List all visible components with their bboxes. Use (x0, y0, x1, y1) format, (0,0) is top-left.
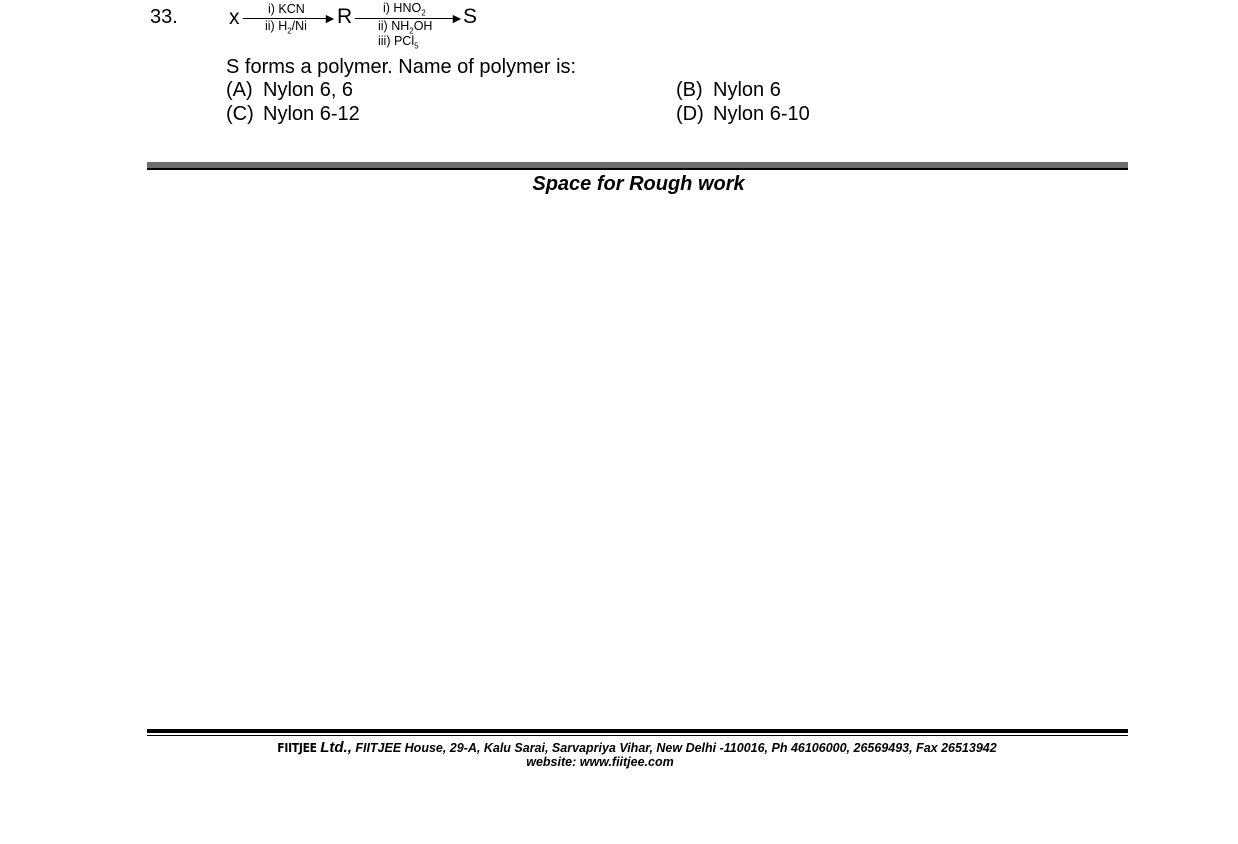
option-label: (D) (676, 103, 704, 125)
option-a[interactable] (226, 79, 353, 102)
step2-condition-3: iii) PCl$_5$ (378, 34, 419, 51)
question-number: 33. (150, 6, 178, 28)
footer-ltd: Ltd., (320, 739, 352, 756)
arrow-head-2: ► (450, 10, 464, 26)
intermediate-r: R (337, 5, 353, 28)
footer-address: FIITJEE House, 29-A, Kalu Sarai, Sarvapriya Vihar, New Delhi -110016, Ph 46106000, 26569493, Fax 26513942 (355, 741, 997, 755)
question-stem: S forms a polymer. Name of polymer is: (226, 56, 577, 78)
option-label: (B) (676, 79, 703, 101)
arrow-head-1: ► (323, 10, 337, 26)
option-b[interactable] (676, 79, 781, 102)
product-s: S (463, 5, 478, 28)
footer-divider (147, 729, 1128, 733)
footer-address-line (0, 739, 1238, 756)
footer-divider-thin (147, 735, 1128, 736)
reactant-x: x (229, 6, 240, 29)
footer-brand: FIITJEE (277, 741, 317, 755)
step1-condition-2: ii) $H_2/Ni$ (265, 19, 307, 36)
divider-top-thin (147, 168, 1128, 170)
step1-condition-1: i) KCN (268, 2, 305, 16)
reaction-scheme (229, 0, 489, 56)
option-text: Nylon 6, 6 (263, 79, 354, 101)
footer-website[interactable]: website: www.fiitjee.com (526, 755, 674, 769)
option-d[interactable] (676, 103, 810, 126)
option-label: (A) (226, 79, 253, 101)
option-c[interactable] (226, 103, 360, 126)
step2-condition-2: ii) $NH_2OH$ (378, 19, 433, 36)
option-text: Nylon 6-10 (713, 103, 810, 125)
rough-work-heading: Space for Rough work (532, 173, 745, 195)
option-text: Nylon 6 (713, 79, 781, 101)
step2-condition-1: i) $HNO_2$ (383, 1, 426, 18)
option-text: Nylon 6-12 (263, 103, 360, 125)
option-label: (C) (226, 103, 254, 125)
